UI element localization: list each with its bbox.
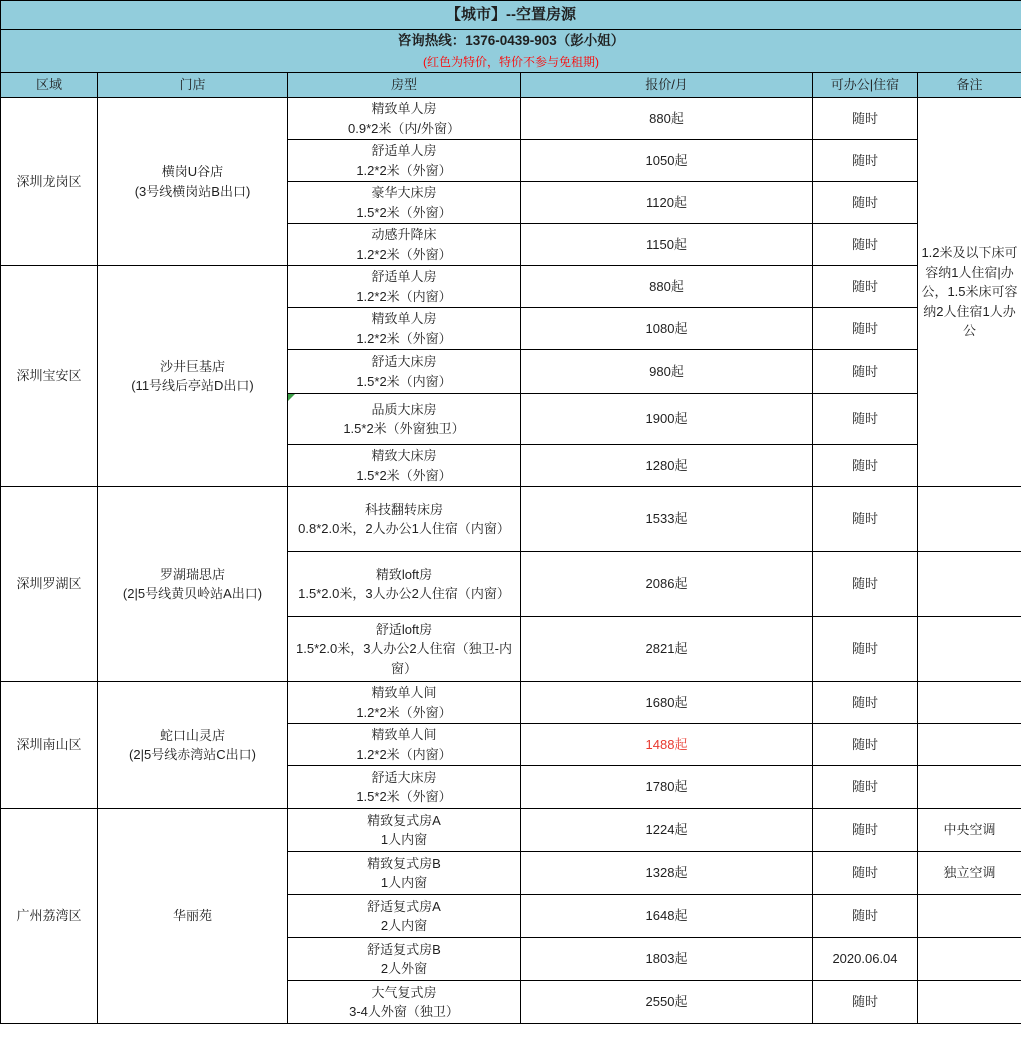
region-cell: 广州荔湾区 [1, 809, 98, 1024]
room-name: 舒适loft房 [375, 621, 433, 637]
room-name: 舒适复式房A [367, 898, 441, 914]
room-cell [288, 682, 521, 724]
column-header-availability: 可办公|住宿 [813, 73, 918, 98]
remark-cell [918, 895, 1021, 938]
room-desc: 3-4人外窗（独卫） [349, 1004, 459, 1019]
availability-cell: 随时 [813, 350, 918, 394]
availability-cell: 随时 [813, 852, 918, 895]
room-cell [288, 724, 521, 766]
availability-cell: 随时 [813, 224, 918, 266]
room-name: 品质大床房 [371, 401, 437, 417]
room-desc: 0.8*2.0米，2人办公1人住宿（内窗） [298, 521, 510, 536]
store-subtitle: (3号线横岗站B出口) [134, 183, 251, 199]
room-name: 舒适单人房 [371, 143, 437, 158]
availability-cell: 随时 [813, 682, 918, 724]
price-cell: 1050起 [521, 140, 813, 182]
store-name: 罗湖瑞思店 [159, 566, 225, 582]
remark-cell [918, 617, 1021, 682]
room-cell [288, 938, 521, 981]
room-cell [288, 224, 521, 266]
store-subtitle: (2|5号线赤湾站C出口) [129, 747, 256, 762]
availability-cell: 随时 [813, 394, 918, 445]
store-subtitle: (11号线后亭站D出口) [131, 378, 254, 393]
room-cell [288, 350, 521, 394]
remark-cell [918, 938, 1021, 981]
availability-cell: 随时 [813, 724, 918, 766]
region-cell: 深圳宝安区 [1, 266, 98, 487]
column-header-row [1, 73, 1021, 98]
room-cell [288, 308, 521, 350]
column-header-price: 报价/月 [521, 73, 813, 98]
room-cell [288, 266, 521, 308]
availability-cell: 随时 [813, 809, 918, 852]
room-name: 大气复式房 [371, 984, 437, 1000]
room-desc: 0.9*2米（内/外窗） [348, 120, 460, 136]
room-desc: 1.2*2米（内窗） [356, 746, 452, 762]
region-cell: 深圳罗湖区 [1, 487, 98, 682]
store-cell [98, 487, 288, 682]
remark-cell: 中央空调 [918, 809, 1021, 852]
price-cell: 1900起 [521, 394, 813, 445]
column-header-room-type: 房型 [288, 73, 521, 98]
room-name: 豪华大床房 [371, 185, 437, 200]
room-desc: 1.2*2米（外窗） [356, 246, 452, 262]
room-name: 精致单人房 [371, 101, 437, 116]
room-name: 动感升降床 [371, 227, 437, 242]
store-cell [98, 266, 288, 487]
room-desc: 1.2*2米（外窗） [356, 704, 452, 720]
price-cell: 2086起 [521, 552, 813, 617]
price-cell: 1780起 [521, 766, 813, 809]
title-row [1, 1, 1021, 30]
store-name: 华丽苑 [172, 908, 212, 924]
store-name: 沙井巨基店 [159, 358, 225, 374]
availability-cell: 随时 [813, 140, 918, 182]
table-row [1, 266, 1021, 308]
room-cell [288, 445, 521, 487]
store-cell [98, 682, 288, 809]
room-name: 精致复式房B [367, 855, 441, 871]
room-name: 科技翻转床房 [364, 501, 443, 517]
room-desc: 1.5*2米（外窗） [356, 467, 452, 483]
room-name: 精致单人房 [371, 311, 437, 326]
price-cell: 1150起 [521, 224, 813, 266]
table-row [1, 98, 1021, 140]
availability-cell: 随时 [813, 617, 918, 682]
special-price-note: (红色为特价，特价不参与免租期) [423, 54, 599, 69]
price-cell: 1803起 [521, 938, 813, 981]
price-cell: 880起 [521, 98, 813, 140]
room-cell [288, 140, 521, 182]
price-cell: 1648起 [521, 895, 813, 938]
room-desc: 1.2*2米（内窗） [356, 288, 452, 304]
room-desc: 1.5*2米（外窗） [356, 204, 452, 220]
room-cell [288, 766, 521, 809]
contact-row [1, 30, 1021, 73]
table-row [1, 809, 1021, 852]
room-cell [288, 809, 521, 852]
cell-note-triangle-icon [288, 394, 295, 401]
room-cell [288, 552, 521, 617]
price-cell: 1080起 [521, 308, 813, 350]
room-cell [288, 98, 521, 140]
remark-cell: 独立空调 [918, 852, 1021, 895]
store-subtitle: (2|5号线黄贝岭站A出口) [122, 586, 263, 601]
price-cell: 2550起 [521, 981, 813, 1024]
availability-cell: 随时 [813, 308, 918, 350]
region-cell: 深圳南山区 [1, 682, 98, 809]
region-cell: 深圳龙岗区 [1, 98, 98, 266]
room-name: 舒适大床房 [371, 354, 437, 369]
room-desc: 1.5*2米（内窗） [356, 373, 452, 389]
room-cell [288, 182, 521, 224]
price-cell: 1680起 [521, 682, 813, 724]
price-cell: 980起 [521, 350, 813, 394]
room-name: 精致单人间 [371, 727, 437, 742]
room-desc: 1.2*2米（外窗） [356, 330, 452, 346]
room-name: 舒适大床房 [371, 769, 437, 785]
room-desc: 1人内窗 [380, 832, 428, 847]
room-cell [288, 617, 521, 682]
room-cell [288, 487, 521, 552]
store-cell [98, 98, 288, 266]
table-row [1, 487, 1021, 552]
room-cell [288, 895, 521, 938]
remark-cell-shared: 1.2米及以下床可容纳1人住宿|办公，1.5米床可容纳2人住宿1人办公 [918, 98, 1021, 487]
room-name: 舒适复式房B [367, 941, 441, 957]
availability-cell: 随时 [813, 766, 918, 809]
room-desc: 1.5*2米（外窗独卫） [343, 421, 465, 436]
room-name: 精致loft房 [375, 566, 433, 582]
column-header-region: 区域 [1, 73, 98, 98]
price-cell: 1328起 [521, 852, 813, 895]
availability-cell: 随时 [813, 98, 918, 140]
column-header-remark: 备注 [918, 73, 1021, 98]
contact-block [1, 30, 1021, 73]
hotline-text: 咨询热线：1376-0439-903（彭小姐） [397, 33, 625, 49]
room-name: 精致单人间 [371, 685, 437, 700]
room-desc: 1.5*2.0米，3人办公2人住宿（内窗） [298, 586, 510, 601]
price-cell: 1280起 [521, 445, 813, 487]
store-name: 横岗U谷店 [161, 164, 224, 179]
remark-cell [918, 981, 1021, 1024]
room-desc: 1人内窗 [380, 875, 428, 890]
remark-cell [918, 724, 1021, 766]
table-row [1, 682, 1021, 724]
room-desc: 1.5*2.0米，3人办公2人住宿（独卫-内窗） [296, 641, 512, 676]
room-name: 舒适单人房 [371, 269, 437, 284]
availability-cell: 随时 [813, 552, 918, 617]
room-desc: 1.2*2米（外窗） [356, 162, 452, 178]
store-name: 蛇口山灵店 [159, 727, 225, 743]
room-desc: 2人外窗 [380, 961, 428, 976]
availability-cell: 2020.06.04 [813, 938, 918, 981]
availability-cell: 随时 [813, 445, 918, 487]
page-title: 【城市】--空置房源 [1, 1, 1021, 30]
room-cell [288, 852, 521, 895]
column-header-store: 门店 [98, 73, 288, 98]
room-name: 精致复式房A [367, 812, 441, 828]
room-desc: 1.5*2米（外窗） [356, 789, 452, 804]
availability-cell: 随时 [813, 266, 918, 308]
remark-cell [918, 552, 1021, 617]
availability-cell: 随时 [813, 895, 918, 938]
price-cell: 1533起 [521, 487, 813, 552]
remark-cell [918, 682, 1021, 724]
price-cell: 1120起 [521, 182, 813, 224]
room-desc: 2人内窗 [380, 918, 428, 933]
price-cell-special: 1488起 [521, 724, 813, 766]
availability-cell: 随时 [813, 182, 918, 224]
remark-cell [918, 487, 1021, 552]
room-name: 精致大床房 [371, 448, 437, 463]
price-cell: 1224起 [521, 809, 813, 852]
remark-cell [918, 766, 1021, 809]
price-cell: 880起 [521, 266, 813, 308]
availability-cell: 随时 [813, 981, 918, 1024]
price-cell: 2821起 [521, 617, 813, 682]
store-cell [98, 809, 288, 1024]
room-cell [288, 981, 521, 1024]
availability-cell: 随时 [813, 487, 918, 552]
room-cell [288, 394, 521, 445]
